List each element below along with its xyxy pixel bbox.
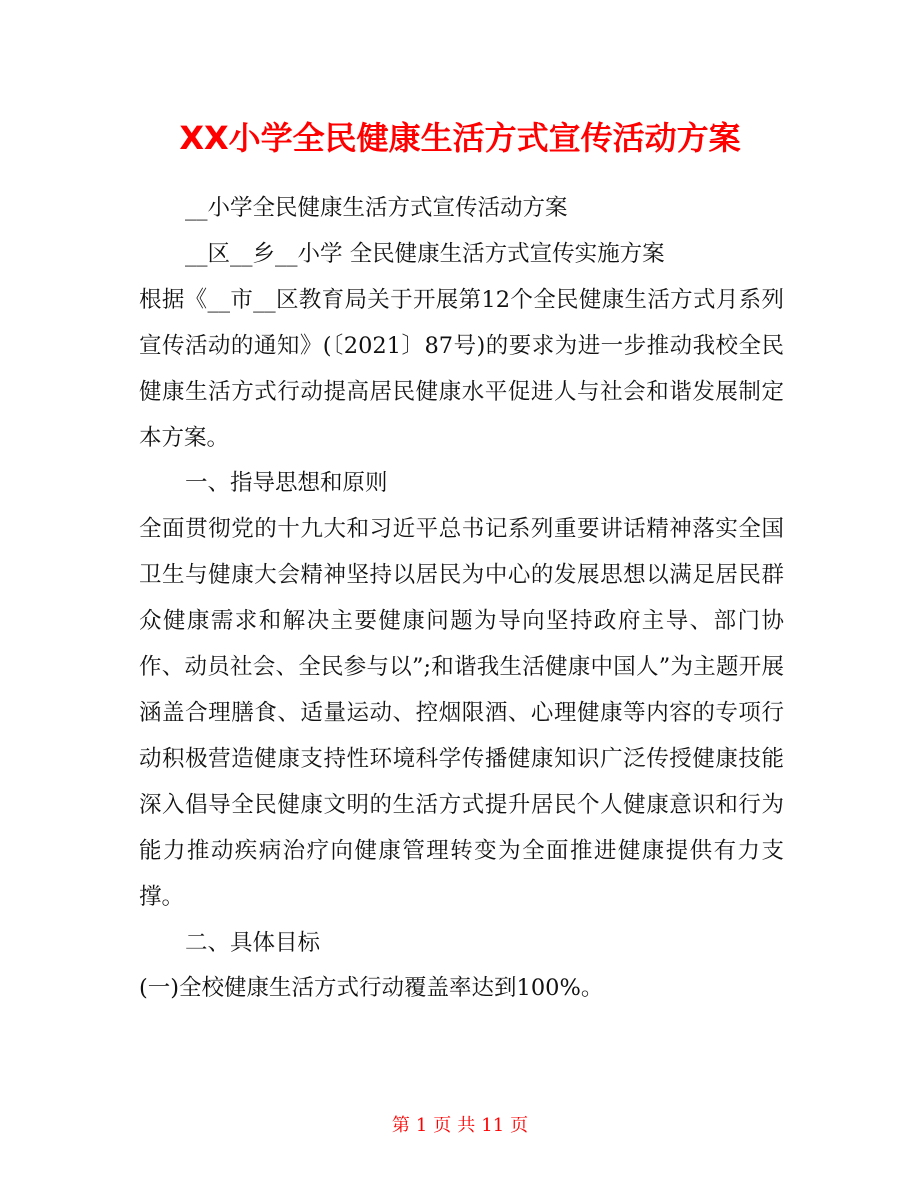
footer-current-page: 1 (415, 1115, 428, 1136)
paragraph-principles: 全面贯彻党的十九大和习近平总书记系列重要讲话精神落实全国卫生与健康大会精神坚持以居民为中心的发展思想以满足居民群众健康需求和解决主要健康问题为导向坚持政府主导、部门协作、动员社会、全民参与以”;和谐我生活健康中国人”为主题开展涵盖合理膳食、适量运动、控烟限酒、心理健康等内容的专项行动积极营造健康支持性环境科学传播健康知识广泛传授健康技能深入倡导全民健康文明的生活方式提升居民个人健康意识和行为能力推动疾病治疗向健康管理转变为全面推进健康提供有力支撑。 (139, 516, 784, 910)
document-title: XX小学全民健康生活方式宣传活动方案 (179, 119, 741, 157)
paragraph-subtitle: __小学全民健康生活方式宣传活动方案 (185, 195, 568, 221)
heading-guiding-principles: 一、指导思想和原则 (185, 470, 388, 497)
footer-total-pages: 11 (481, 1115, 505, 1136)
paragraph-plan-name: __区__乡__小学 全民健康生活方式宣传实施方案 (185, 240, 665, 267)
footer-total-prefix: 共 (457, 1115, 476, 1136)
paragraph-goal-1: (一)全校健康生活方式行动覆盖率达到100%。 (139, 975, 604, 1002)
footer-prefix: 第 (391, 1115, 410, 1136)
heading-specific-goals: 二、具体目标 (185, 929, 321, 956)
footer-page-label: 页 (433, 1115, 452, 1136)
footer-total-label: 页 (510, 1115, 529, 1136)
page-footer (0, 1114, 920, 1138)
document-body (139, 186, 784, 1012)
paragraph-intro: 根据《__市__区教育局关于开展第12个全民健康生活方式月系列宣传活动的通知》(〔2021〕87号)的要求为进一步推动我校全民健康生活方式行动提高居民健康水平促进人与社会和谐发展制定本方案。 (139, 286, 784, 451)
